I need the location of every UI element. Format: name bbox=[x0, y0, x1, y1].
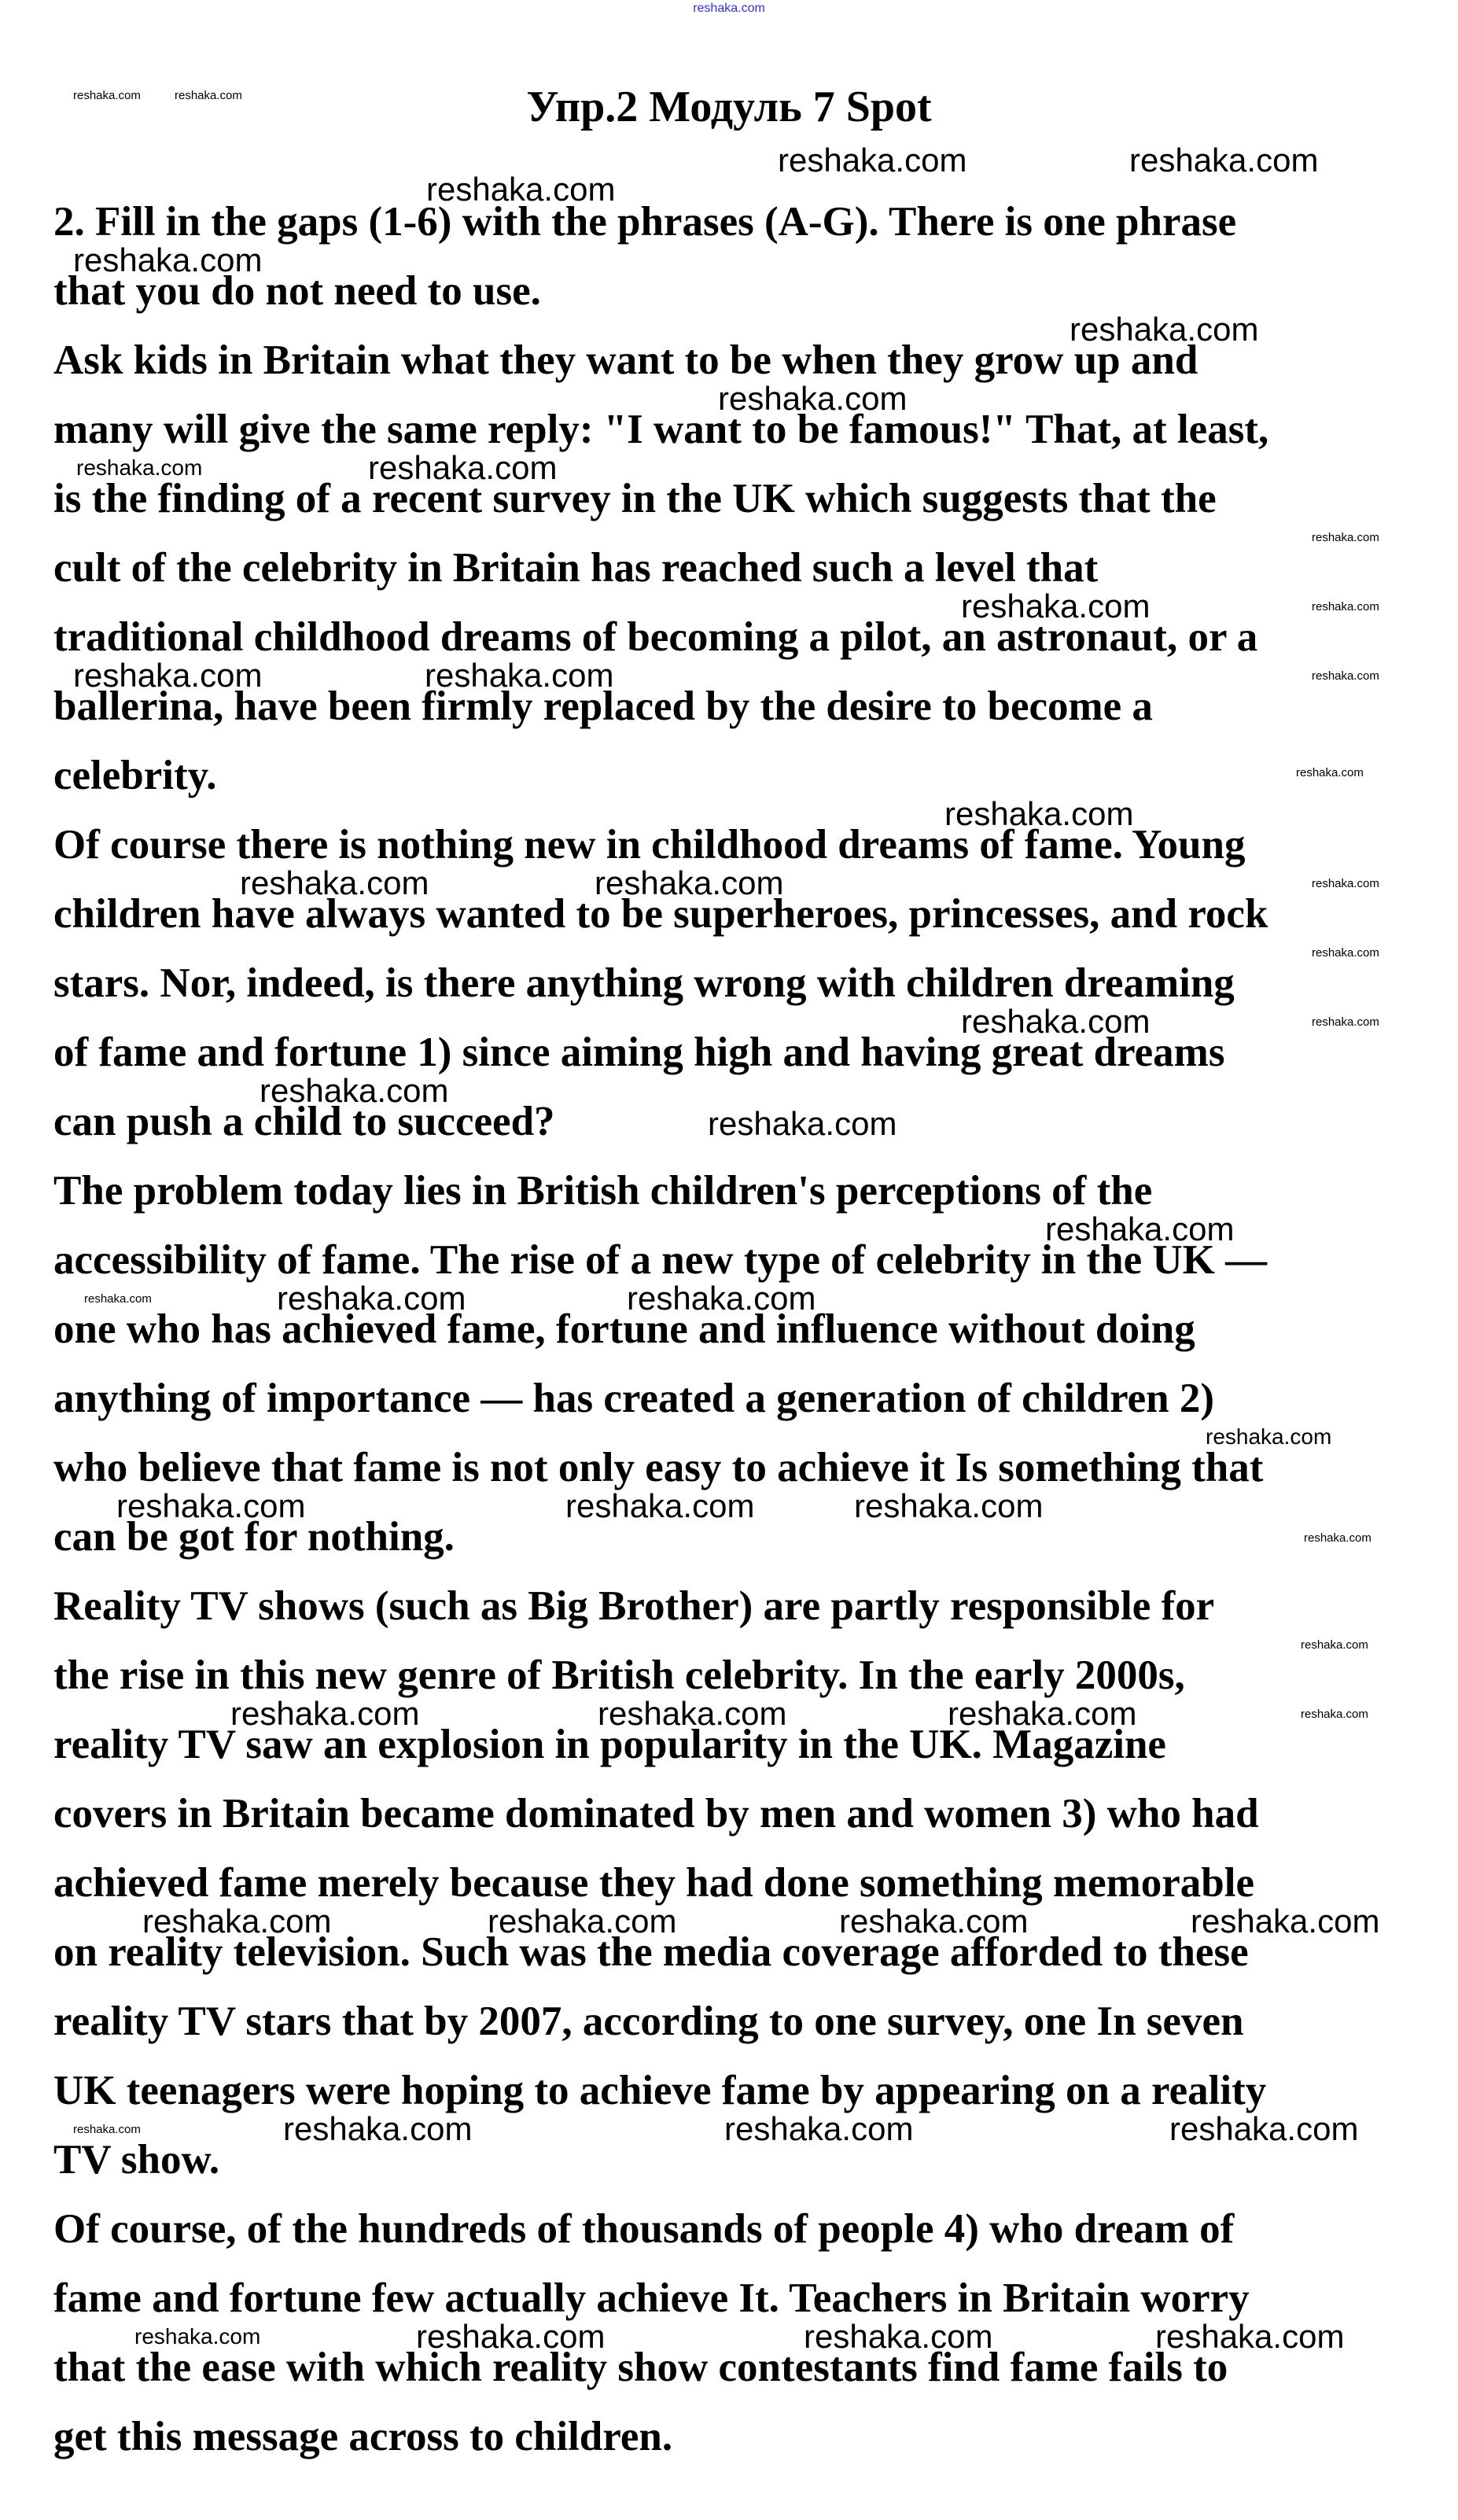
text-line: The problem today lies in British children's perceptions of the bbox=[53, 1168, 1153, 1214]
text-line: celebrity. bbox=[53, 753, 217, 798]
watermark: reshaka.com bbox=[1312, 669, 1379, 683]
watermark: reshaka.com bbox=[1129, 142, 1319, 179]
text-line: UK teenagers were hoping to achieve fame by appearing on a reality bbox=[53, 2068, 1267, 2113]
watermark: reshaka.com bbox=[1296, 766, 1364, 779]
watermark: reshaka.com bbox=[175, 89, 242, 102]
text-line: TV show. bbox=[53, 2137, 220, 2183]
watermark: reshaka.com bbox=[260, 1072, 449, 1109]
watermark: reshaka.com bbox=[73, 2123, 141, 2136]
watermark: reshaka.com bbox=[1312, 1015, 1379, 1029]
watermark: reshaka.com bbox=[1312, 877, 1379, 890]
text-line: ballerina, have been firmly replaced by the desire to become a bbox=[53, 683, 1153, 729]
text-line: accessibility of fame. The rise of a new type of celebrity in the UK — bbox=[53, 1237, 1268, 1283]
text-line: stars. Nor, indeed, is there anything wrong with children dreaming bbox=[53, 960, 1235, 1006]
watermark: reshaka.com bbox=[76, 455, 203, 480]
watermark: reshaka.com bbox=[73, 89, 141, 102]
watermark: reshaka.com bbox=[84, 1292, 152, 1306]
watermark: reshaka.com bbox=[277, 1280, 466, 1317]
text-line: traditional childhood dreams of becoming a pilot, an astronaut, or a bbox=[53, 614, 1258, 660]
page-title: Упр.2 Модуль 7 Spot bbox=[526, 83, 932, 131]
text-line: reality TV saw an explosion in popularity in the UK. Magazine bbox=[53, 1722, 1166, 1767]
text-line: Reality TV shows (such as Big Brother) are partly responsible for bbox=[53, 1583, 1215, 1629]
text-line: that you do not need to use. bbox=[53, 268, 541, 314]
watermark: reshaka.com bbox=[73, 657, 263, 694]
watermark: reshaka.com bbox=[416, 2318, 606, 2355]
watermark: reshaka.com bbox=[778, 142, 967, 179]
watermark: reshaka.com bbox=[565, 1487, 755, 1524]
watermark: reshaka.com bbox=[425, 657, 614, 694]
watermark: reshaka.com bbox=[1301, 1638, 1368, 1652]
watermark: reshaka.com bbox=[116, 1487, 306, 1524]
text-line: the rise in this new genre of British celebrity. In the early 2000s, bbox=[53, 1652, 1185, 1698]
watermark: reshaka.com bbox=[1155, 2318, 1345, 2355]
watermark: reshaka.com bbox=[230, 1695, 420, 1732]
watermark: reshaka.com bbox=[854, 1487, 1044, 1524]
watermark: reshaka.com bbox=[804, 2318, 993, 2355]
watermark: reshaka.com bbox=[961, 588, 1151, 624]
text-line: is the finding of a recent survey in the UK which suggests that the bbox=[53, 476, 1217, 521]
text-line: Ask kids in Britain what they want to be when they grow up and bbox=[53, 337, 1198, 383]
watermark: reshaka.com bbox=[708, 1105, 897, 1142]
text-line: covers in Britain became dominated by men and women 3) who had bbox=[53, 1791, 1259, 1837]
text-line: Of course there is nothing new in childhood dreams of fame. Young bbox=[53, 822, 1246, 868]
text-line: reality TV stars that by 2007, according to one survey, one In seven bbox=[53, 1999, 1244, 2044]
watermark: reshaka.com bbox=[142, 1903, 332, 1940]
text-line: can push a child to succeed? bbox=[53, 1099, 555, 1144]
watermark: reshaka.com bbox=[839, 1903, 1029, 1940]
watermark: reshaka.com bbox=[724, 2110, 914, 2147]
watermark: reshaka.com bbox=[426, 171, 616, 208]
watermark: reshaka.com bbox=[627, 1280, 816, 1317]
watermark: reshaka.com bbox=[944, 795, 1134, 832]
text-line: many will give the same reply: "I want to be famous!" That, at least, bbox=[53, 407, 1269, 452]
watermark: reshaka.com bbox=[1206, 1424, 1332, 1449]
text-line: achieved fame merely because they had done something memorable bbox=[53, 1860, 1254, 1906]
watermark: reshaka.com bbox=[595, 864, 784, 901]
text-line: cult of the celebrity in Britain has reached such a level that bbox=[53, 545, 1099, 591]
site-link[interactable]: reshaka.com bbox=[693, 2, 765, 15]
text-line: Of course, of the hundreds of thousands of people 4) who dream of bbox=[53, 2206, 1235, 2252]
watermark: reshaka.com bbox=[488, 1903, 677, 1940]
watermark: reshaka.com bbox=[1301, 1708, 1368, 1721]
watermark: reshaka.com bbox=[718, 380, 908, 417]
watermark: reshaka.com bbox=[1045, 1210, 1235, 1247]
watermark: reshaka.com bbox=[1304, 1531, 1371, 1545]
text-line: can be got for nothing. bbox=[53, 1514, 455, 1560]
text-line: children have always wanted to be superheroes, princesses, and rock bbox=[53, 891, 1268, 937]
watermark: reshaka.com bbox=[134, 2324, 261, 2349]
watermark: reshaka.com bbox=[1191, 1903, 1380, 1940]
watermark: reshaka.com bbox=[240, 864, 429, 901]
watermark: reshaka.com bbox=[1070, 311, 1259, 348]
text-line: on reality television. Such was the media coverage afforded to these bbox=[53, 1929, 1249, 1975]
text-line: get this message across to children. bbox=[53, 2414, 673, 2459]
text-line: fame and fortune few actually achieve It. Teachers in Britain worry bbox=[53, 2275, 1250, 2321]
watermark: reshaka.com bbox=[1312, 946, 1379, 960]
text-line: 2. Fill in the gaps (1-6) with the phrases (A-G). There is one phrase bbox=[53, 199, 1237, 245]
text-line: who believe that fame is not only easy to achieve it Is something that bbox=[53, 1445, 1264, 1490]
text-line: one who has achieved fame, fortune and influence without doing bbox=[53, 1306, 1195, 1352]
watermark: reshaka.com bbox=[1312, 600, 1379, 613]
text-line: anything of importance — has created a generation of children 2) bbox=[53, 1376, 1215, 1421]
watermark: reshaka.com bbox=[948, 1695, 1137, 1732]
watermark: reshaka.com bbox=[1312, 531, 1379, 544]
watermark: reshaka.com bbox=[73, 241, 263, 278]
text-line: of fame and fortune 1) since aiming high and having great dreams bbox=[53, 1030, 1225, 1075]
text-line: that the ease with which reality show contestants find fame fails to bbox=[53, 2345, 1228, 2390]
watermark: reshaka.com bbox=[598, 1695, 787, 1732]
watermark: reshaka.com bbox=[368, 449, 558, 486]
watermark: reshaka.com bbox=[1169, 2110, 1359, 2147]
watermark: reshaka.com bbox=[283, 2110, 473, 2147]
watermark: reshaka.com bbox=[961, 1003, 1151, 1040]
